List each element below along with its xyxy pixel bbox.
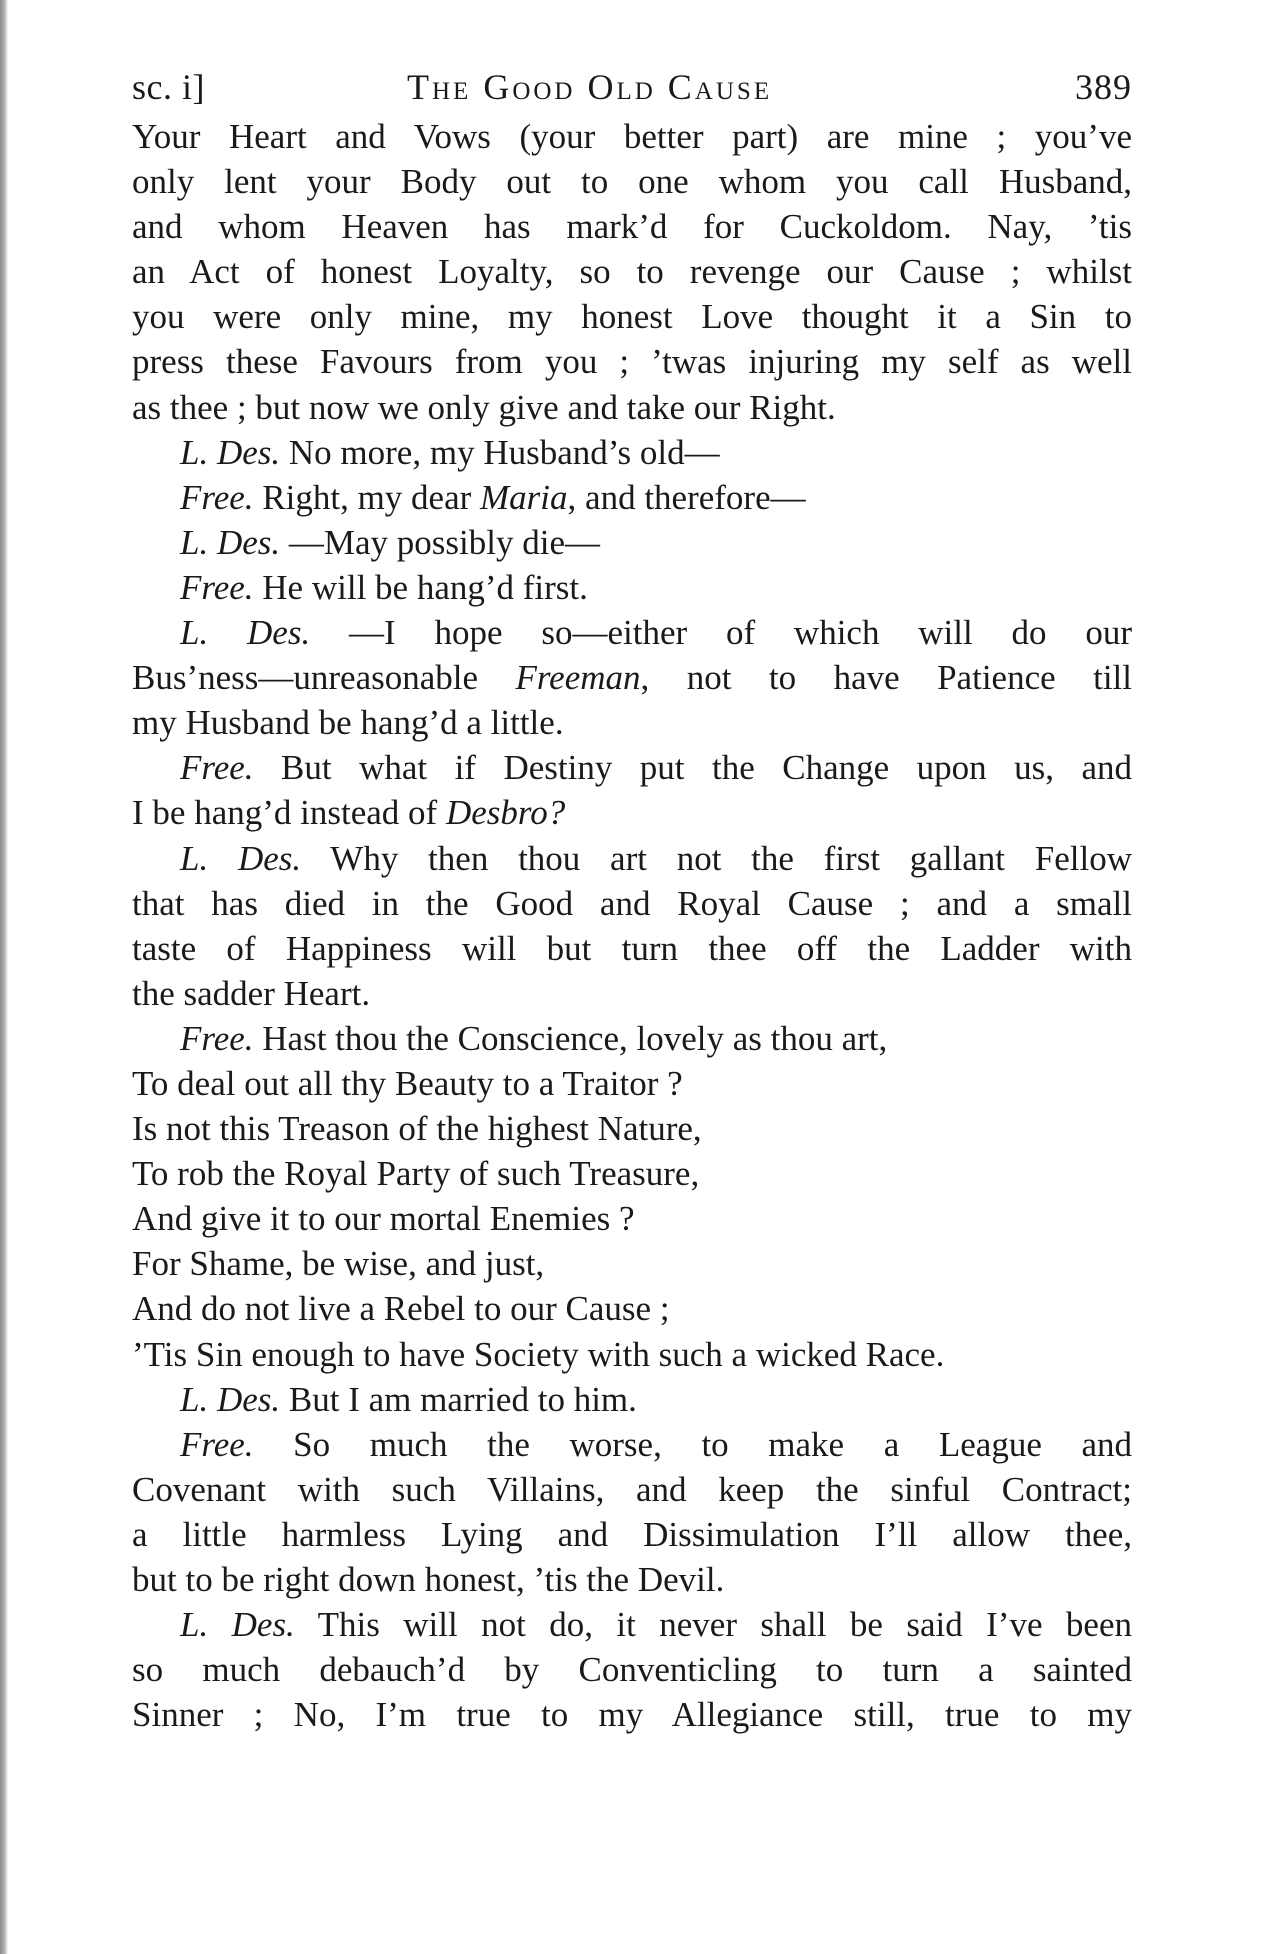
speech-line: L. Des. But I am married to him. xyxy=(180,1379,637,1419)
text-line: an Act of honest Loyalty, so to revenge our Cause ; whilst xyxy=(132,252,1132,292)
body-text xyxy=(132,114,1132,1737)
text-line: Bus’ness—unreasonable Freeman, not to have Patience till xyxy=(132,658,1132,698)
speaker-name: L. Des. xyxy=(180,1379,281,1419)
text-line: Sinner ; No, I’m true to my Allegiance still, true to my xyxy=(132,1695,1132,1735)
speech-line: L. Des. No more, my Husband’s old— xyxy=(180,432,720,472)
speech-line: Free. Right, my dear Maria, and therefore— xyxy=(180,477,806,517)
speech-line: Free. He will be hang’d first. xyxy=(180,567,588,607)
scene-marker: sc. i] xyxy=(132,67,205,107)
text-line: Your Heart and Vows (your better part) are mine ; you’ve xyxy=(132,117,1132,156)
verse-line: Is not this Treason of the highest Nature, xyxy=(132,1109,702,1149)
text-line: press these Favours from you ; ’twas injuring my self as well xyxy=(132,342,1132,382)
verse-line: ’Tis Sin enough to have Society with such a wicked Race. xyxy=(132,1334,945,1374)
text-line: only lent your Body out to one whom you call Husband, xyxy=(132,162,1132,202)
speech-line: L. Des. —I hope so—either of which will do our xyxy=(180,613,1132,653)
text-line: so much debauch’d by Conventicling to turn a sainted xyxy=(132,1650,1132,1690)
speaker-name: L. Des. xyxy=(180,838,302,878)
running-title: The Good Old Cause xyxy=(407,67,773,107)
text-line: taste of Happiness will but turn thee off the Ladder with xyxy=(132,928,1132,968)
speaker-name: L. Des. xyxy=(180,613,311,653)
verse-line: And do not live a Rebel to our Cause ; xyxy=(132,1289,670,1329)
verse-line: For Shame, be wise, and just, xyxy=(132,1244,545,1284)
text-line: as thee ; but now we only give and take our Right. xyxy=(132,387,836,427)
text-line: that has died in the Good and Royal Cause ; and a small xyxy=(132,883,1132,923)
text-line: Covenant with such Villains, and keep the sinful Contract; xyxy=(132,1469,1132,1509)
speech-line: L. Des. —May possibly die— xyxy=(180,522,601,562)
text-line: you were only mine, my honest Love thought it a Sin to xyxy=(132,297,1132,337)
text-line: my Husband be hang’d a little. xyxy=(132,703,564,743)
speaker-name: L. Des. xyxy=(180,1605,295,1645)
speaker-name: Free. xyxy=(180,1424,254,1464)
speech-line: Free. But what if Destiny put the Change upon us, and xyxy=(180,748,1132,788)
speaker-name: L. Des. xyxy=(180,522,281,562)
verse-line: To deal out all thy Beauty to a Traitor ? xyxy=(132,1063,683,1103)
text-line: and whom Heaven has mark’d for Cuckoldom. Nay, ’tis xyxy=(132,207,1132,247)
speech-line: L. Des. Why then thou art not the first gallant Fellow xyxy=(180,838,1132,878)
speech-line: Free. Hast thou the Conscience, lovely as thou art, xyxy=(180,1018,888,1058)
verse-line: To rob the Royal Party of such Treasure, xyxy=(132,1154,700,1194)
speech-line: Free. So much the worse, to make a League and xyxy=(180,1424,1132,1464)
running-head xyxy=(132,62,1132,112)
text-line: but to be right down honest, ’tis the Devil. xyxy=(132,1560,725,1599)
speaker-name: Free. xyxy=(180,477,254,517)
speaker-name: L. Des. xyxy=(180,432,281,472)
speech-line: L. Des. This will not do, it never shall be said I’ve been xyxy=(180,1605,1132,1645)
page-number: 389 xyxy=(1075,67,1132,107)
speaker-name: Free. xyxy=(180,567,254,607)
text-line: the sadder Heart. xyxy=(132,973,371,1013)
verse-line: And give it to our mortal Enemies ? xyxy=(132,1199,635,1239)
binding-edge xyxy=(0,0,8,1954)
speaker-name: Free. xyxy=(180,1018,254,1058)
text-line: I be hang’d instead of Desbro? xyxy=(132,793,566,833)
speaker-name: Free. xyxy=(180,748,254,788)
text-line: a little harmless Lying and Dissimulation I’ll allow thee, xyxy=(132,1514,1132,1554)
